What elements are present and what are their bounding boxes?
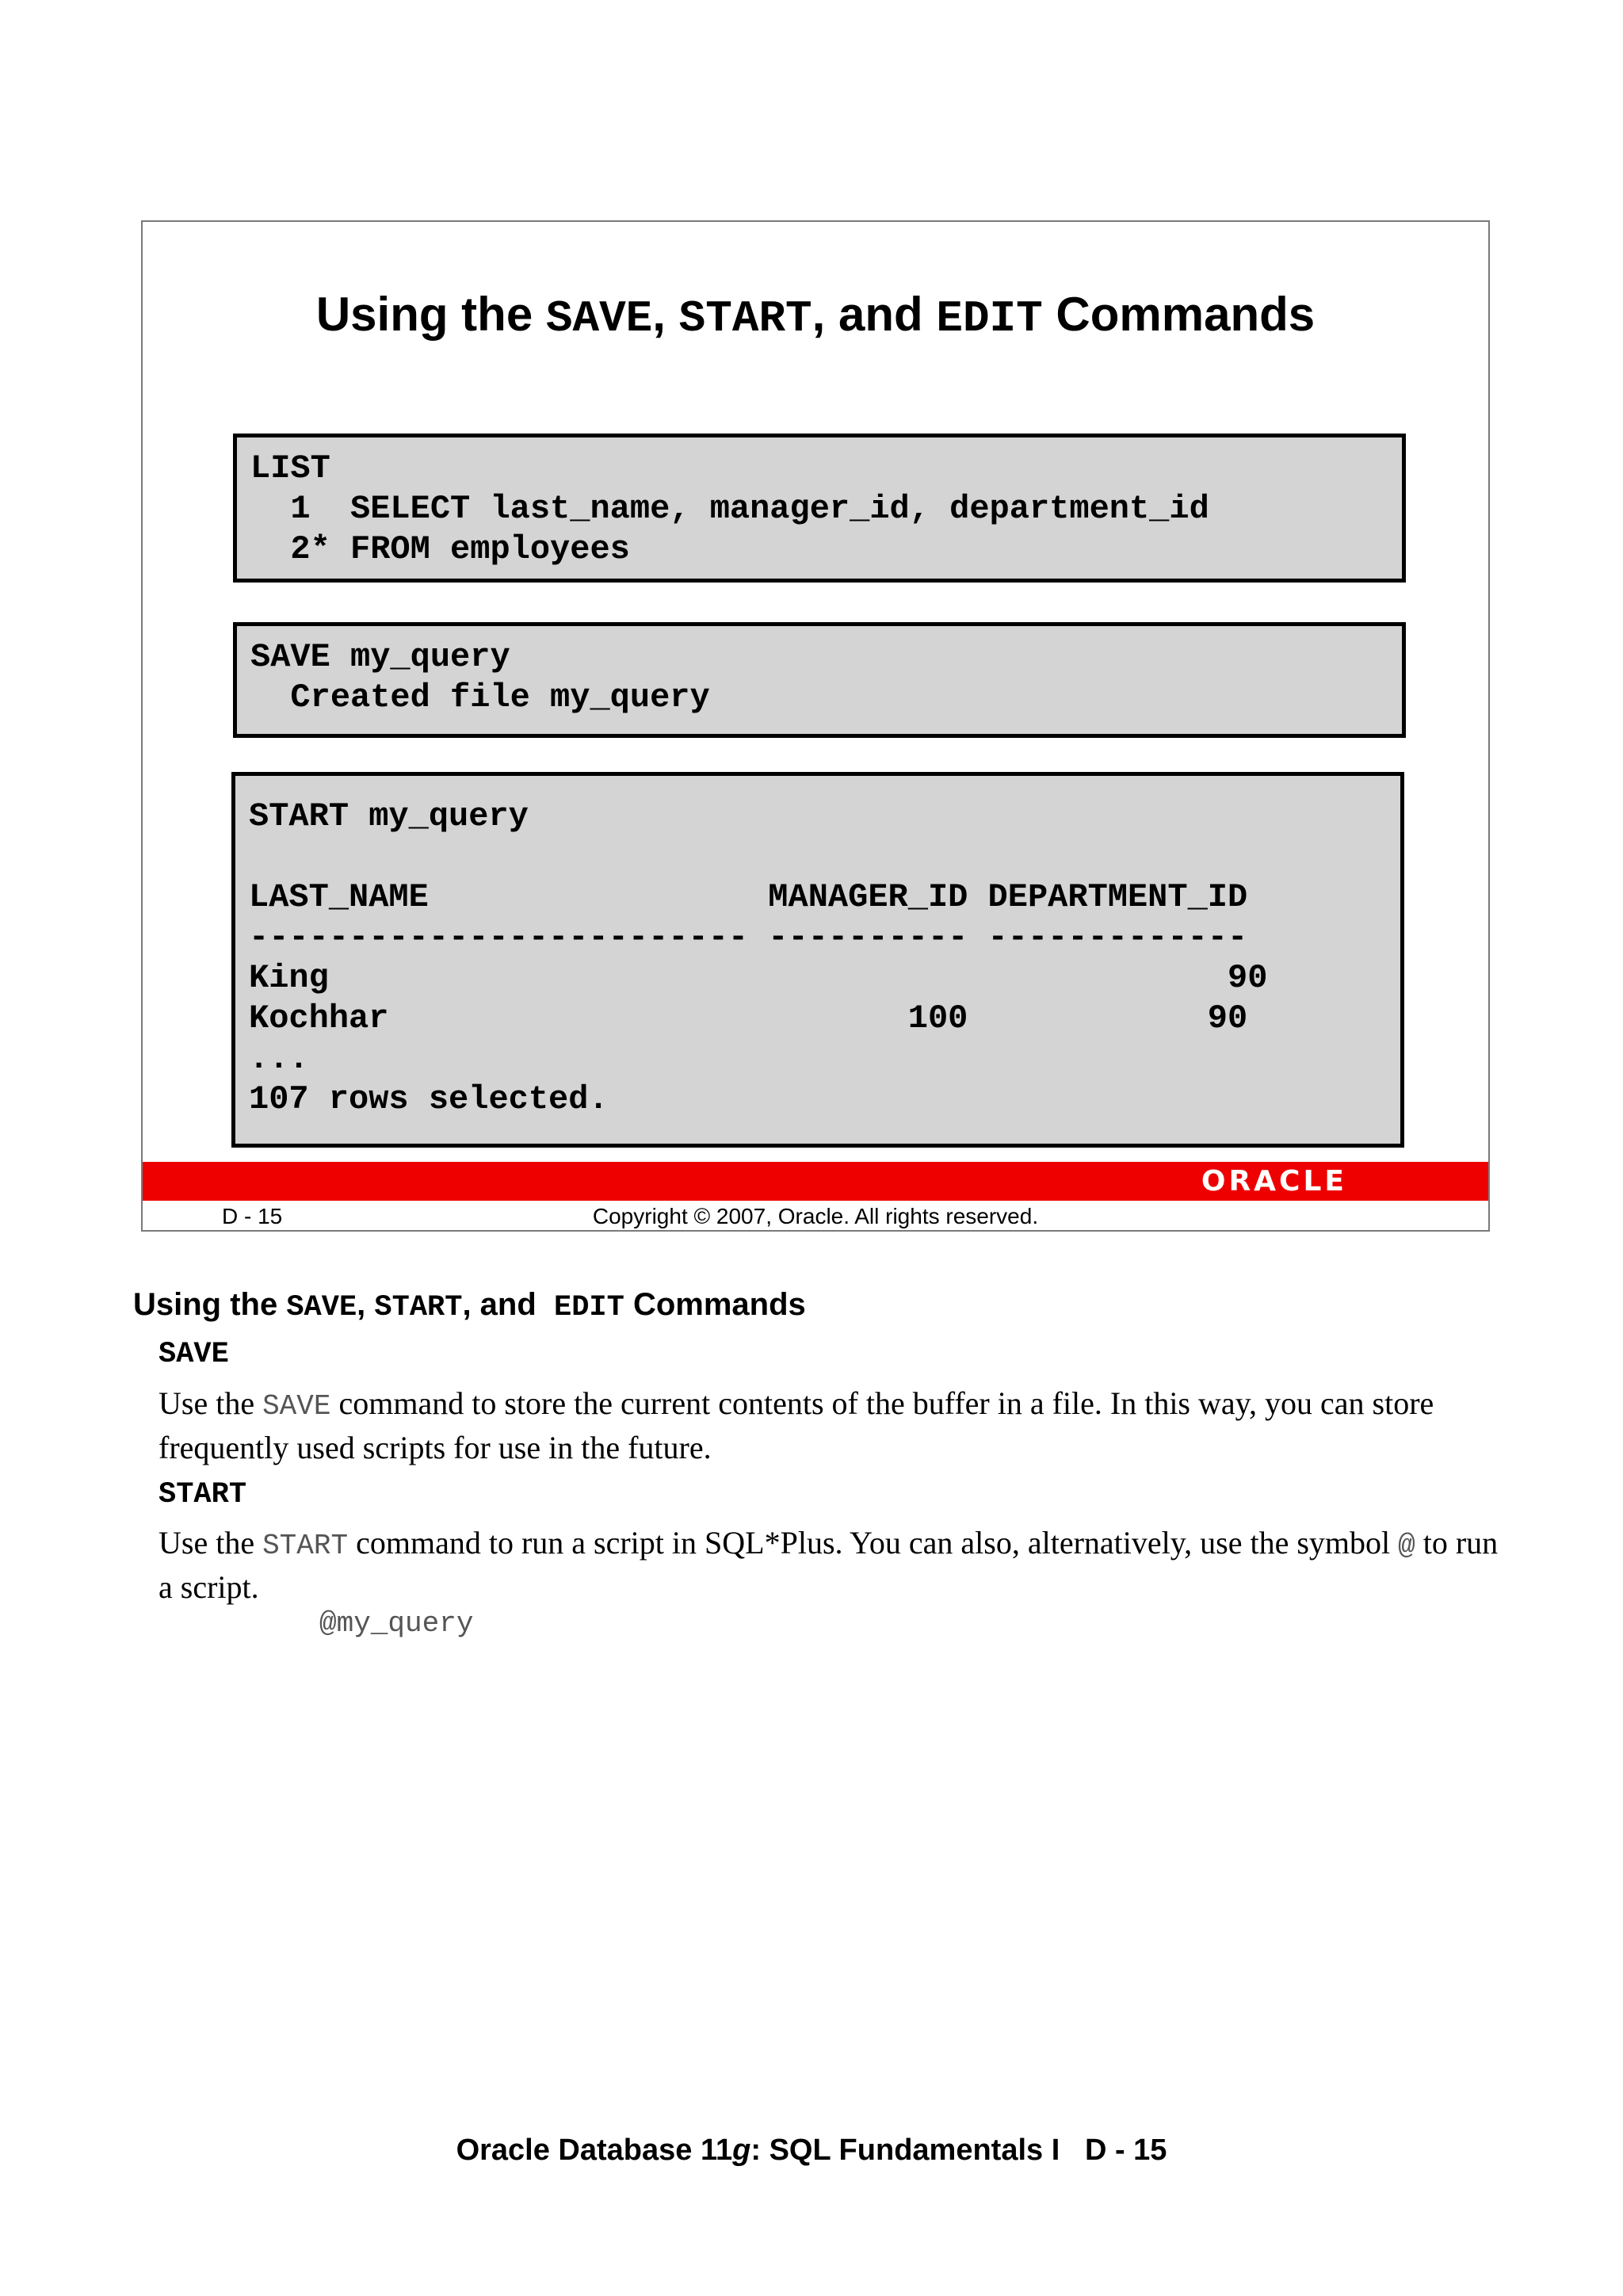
slide-number: D - 15 xyxy=(222,1204,283,1228)
start-paragraph xyxy=(158,1522,1506,1608)
code-line: King 90 xyxy=(249,959,1268,997)
start-term: START xyxy=(158,1478,247,1511)
title-text: Using the xyxy=(315,288,546,341)
title-text: Commands xyxy=(1042,288,1316,341)
code-line: ------------------------- ---------- ------------- xyxy=(249,919,1248,957)
para-text: Use the xyxy=(158,1525,263,1561)
code-line: SAVE my_query xyxy=(250,638,510,676)
code-line: 2* FROM employees xyxy=(250,530,630,568)
slide-title xyxy=(143,287,1488,344)
code-line: START my_query xyxy=(249,797,529,835)
para-text: command to store the current contents of the buffer in a file. In this way, you can store frequently used scripts for use in the future. xyxy=(158,1385,1434,1465)
para-text: command to run a script in SQL*Plus. You can also, alternatively, use the symbol xyxy=(348,1525,1399,1561)
start-code-box xyxy=(231,772,1404,1148)
heading-cmd-edit: EDIT xyxy=(554,1291,624,1324)
list-code-box xyxy=(233,434,1406,583)
heading-text: , and xyxy=(462,1287,555,1322)
footer-text: : SQL Fundamentals I D - 15 xyxy=(750,2134,1167,2167)
heading-cmd-start: START xyxy=(374,1291,463,1324)
save-code-box xyxy=(233,622,1406,738)
heading-cmd-save: SAVE xyxy=(286,1291,357,1324)
code-line: 1 SELECT last_name, manager_id, department_id xyxy=(250,490,1209,528)
title-cmd-edit: EDIT xyxy=(936,293,1043,344)
code-line: ... xyxy=(249,1040,309,1078)
save-term: SAVE xyxy=(158,1338,229,1371)
code-line xyxy=(249,837,1400,877)
page-footer xyxy=(0,2134,1623,2168)
code-line: Created file my_query xyxy=(250,678,710,716)
slide-frame xyxy=(141,220,1490,1232)
heading-text: Using the xyxy=(133,1287,287,1322)
code-line: LIST xyxy=(250,449,330,487)
heading-text: , xyxy=(357,1287,375,1322)
code-line: LAST_NAME MANAGER_ID DEPARTMENT_ID xyxy=(249,878,1248,916)
slide-footer xyxy=(143,1201,1488,1230)
example-command: @my_query xyxy=(319,1607,474,1640)
para-text: Use the xyxy=(158,1385,263,1421)
title-cmd-start: START xyxy=(678,293,812,344)
notes-heading xyxy=(133,1287,806,1324)
inline-code: START xyxy=(262,1530,349,1562)
para-text: to run a script. xyxy=(158,1525,1499,1605)
oracle-red-band xyxy=(143,1162,1488,1201)
save-paragraph xyxy=(158,1383,1506,1469)
code-line: 107 rows selected. xyxy=(249,1080,609,1118)
title-text: , xyxy=(652,288,679,341)
title-text: , and xyxy=(812,288,937,341)
heading-text: Commands xyxy=(624,1287,806,1322)
footer-text: g xyxy=(732,2134,751,2167)
inline-code: @ xyxy=(1398,1530,1415,1562)
inline-code: SAVE xyxy=(262,1390,331,1423)
oracle-logo: ORACLE xyxy=(1201,1165,1347,1198)
code-line: Kochhar 100 90 xyxy=(249,999,1248,1037)
slide-copyright: Copyright © 2007, Oracle. All rights reserved. xyxy=(592,1204,1039,1228)
footer-text: Oracle Database 11 xyxy=(456,2134,733,2167)
title-cmd-save: SAVE xyxy=(545,293,653,344)
